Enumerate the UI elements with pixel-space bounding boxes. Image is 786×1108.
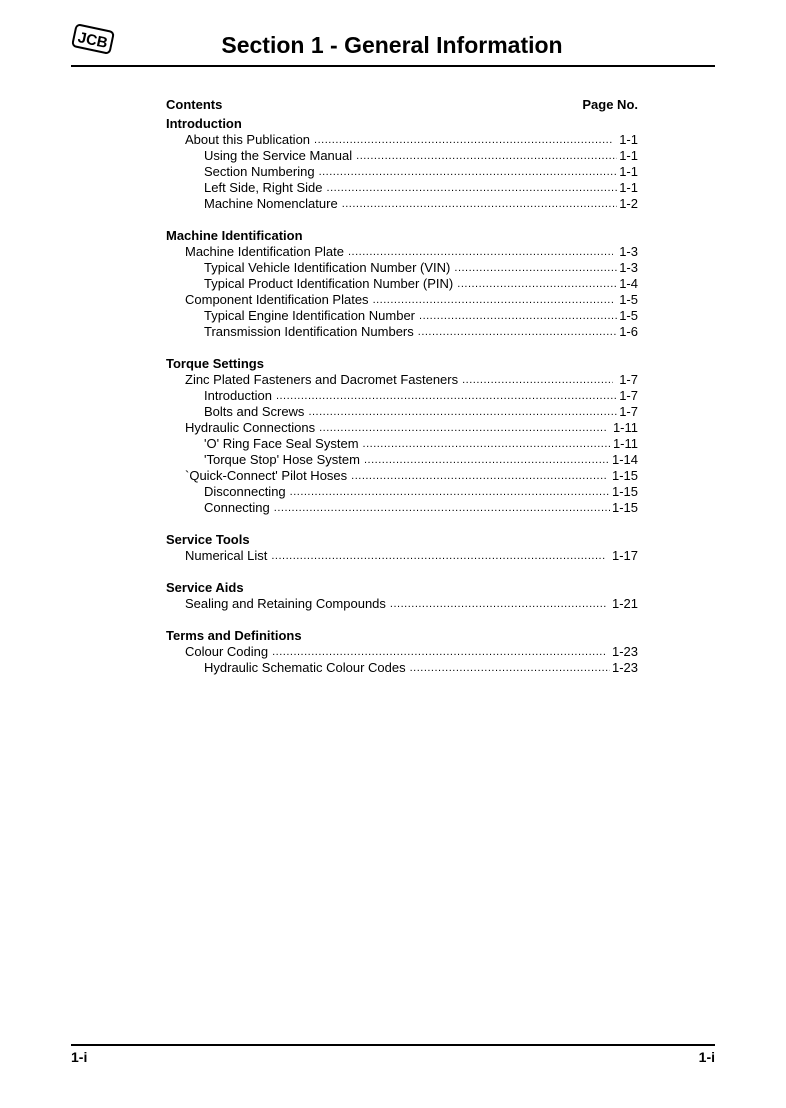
dot-leader (356, 148, 617, 164)
toc-entry[interactable] (166, 148, 638, 164)
dot-leader (314, 132, 613, 148)
toc-entry-label: Colour Coding (185, 644, 269, 659)
toc-section (166, 116, 638, 212)
toc-entry[interactable] (166, 324, 638, 340)
toc-entry-label: `Quick-Connect' Pilot Hoses (185, 468, 348, 483)
toc-entry-label: Disconnecting (204, 484, 286, 499)
toc-entry[interactable] (166, 452, 638, 468)
toc-entry[interactable] (166, 308, 638, 324)
toc-header (166, 97, 638, 113)
toc-entry-page: 1-7 (619, 372, 638, 387)
dot-leader (308, 404, 617, 420)
toc-entry-label: Typical Product Identification Number (PIN) (204, 276, 454, 291)
toc-section (166, 532, 638, 564)
toc-entry-page: 1-1 (619, 148, 638, 163)
toc-entry-page: 1-1 (619, 164, 638, 179)
page-title-text: Section 1 - General Information (221, 32, 563, 58)
toc-entry-page: 1-7 (619, 404, 638, 419)
toc-entry-page: 1-5 (619, 292, 638, 307)
toc-entry-label: Numerical List (185, 548, 268, 563)
toc-entry[interactable] (166, 372, 638, 388)
toc-entry[interactable] (166, 500, 638, 516)
toc-entry-label: Machine Nomenclature (204, 196, 338, 211)
toc-sections (166, 116, 638, 676)
toc-entry[interactable] (166, 596, 638, 612)
dot-leader (364, 452, 610, 468)
dot-leader (272, 644, 606, 660)
dot-leader (276, 388, 617, 404)
toc-entry-label: Typical Vehicle Identification Number (VIN) (204, 260, 451, 275)
toc-entry-page: 1-1 (619, 180, 638, 195)
toc-entry[interactable] (166, 132, 638, 148)
toc-entry-page: 1-3 (619, 260, 638, 275)
toc-entry-label: Left Side, Right Side (204, 180, 323, 195)
dot-leader (327, 180, 618, 196)
toc-entry[interactable] (166, 436, 638, 452)
toc-entry-page: 1-14 (611, 452, 638, 467)
toc-section-title[interactable]: Terms and Definitions (166, 628, 302, 643)
toc-entry-label: 'Torque Stop' Hose System (204, 452, 360, 467)
toc-entry[interactable] (166, 276, 638, 292)
header-rule (71, 65, 715, 67)
toc-entry[interactable] (166, 484, 638, 500)
toc-entry[interactable] (166, 260, 638, 276)
toc-section (166, 580, 638, 612)
toc-entry[interactable] (166, 244, 638, 260)
toc-entry-label: Component Identification Plates (185, 292, 369, 307)
folio-left: 1-i (71, 1049, 88, 1065)
toc-entry-page: 1-21 (611, 596, 638, 611)
toc-entry-page: 1-3 (619, 244, 638, 259)
toc-entry-label: Hydraulic Connections (185, 420, 316, 435)
dot-leader (373, 292, 614, 308)
toc-entry-label: Transmission Identification Numbers (204, 324, 414, 339)
dot-leader (419, 308, 617, 324)
toc-entry[interactable] (166, 420, 638, 436)
toc-entry-page: 1-15 (611, 468, 638, 483)
dot-leader (319, 164, 618, 180)
toc-section-title[interactable]: Torque Settings (166, 356, 264, 371)
table-of-contents (166, 97, 638, 692)
dot-leader (271, 548, 606, 564)
toc-entry-page: 1-15 (611, 500, 638, 515)
toc-entry-page: 1-6 (619, 324, 638, 339)
toc-entry[interactable] (166, 644, 638, 660)
page-no-label: Page No. (582, 97, 638, 112)
toc-entry[interactable] (166, 388, 638, 404)
toc-entry-page: 1-11 (612, 420, 638, 435)
toc-entry-page: 1-2 (619, 196, 638, 211)
dot-leader (348, 244, 613, 260)
dot-leader (457, 276, 617, 292)
toc-entry-page: 1-5 (619, 308, 638, 323)
toc-section-title[interactable]: Introduction (166, 116, 242, 131)
toc-entry-label: About this Publication (185, 132, 311, 147)
toc-entry-label: Sealing and Retaining Compounds (185, 596, 386, 611)
dot-leader (342, 196, 618, 212)
toc-entry[interactable] (166, 164, 638, 180)
page-title (0, 32, 786, 59)
toc-entry-page: 1-23 (611, 660, 638, 675)
toc-entry[interactable] (166, 292, 638, 308)
toc-entry-page: 1-4 (619, 276, 638, 291)
toc-entry-label: Hydraulic Schematic Colour Codes (204, 660, 406, 675)
dot-leader (418, 324, 617, 340)
toc-section (166, 628, 638, 676)
toc-entry-label: Connecting (204, 500, 270, 515)
toc-entry-label: Bolts and Screws (204, 404, 305, 419)
dot-leader (290, 484, 610, 500)
dot-leader (274, 500, 610, 516)
dot-leader (363, 436, 611, 452)
toc-entry-label: Section Numbering (204, 164, 315, 179)
toc-entry-label: 'O' Ring Face Seal System (204, 436, 359, 451)
toc-entry-label: Zinc Plated Fasteners and Dacromet Fasteners (185, 372, 459, 387)
dot-leader (390, 596, 606, 612)
dot-leader (319, 420, 607, 436)
toc-section (166, 228, 638, 340)
folio-right: 1-i (698, 1049, 715, 1065)
toc-section (166, 356, 638, 516)
toc-entry-page: 1-17 (611, 548, 638, 563)
footer-rule (71, 1044, 715, 1046)
contents-label: Contents (166, 97, 223, 112)
toc-entry[interactable] (166, 404, 638, 420)
toc-entry-page: 1-7 (619, 388, 638, 403)
toc-entry-label: Introduction (204, 388, 272, 403)
toc-entry[interactable] (166, 180, 638, 196)
toc-entry[interactable] (166, 468, 638, 484)
toc-section-title[interactable]: Machine Identification (166, 228, 303, 243)
toc-entry-page: 1-23 (611, 644, 638, 659)
dot-leader (410, 660, 610, 676)
dot-leader (462, 372, 613, 388)
toc-entry-label: Using the Service Manual (204, 148, 353, 163)
toc-entry-page: 1-1 (619, 132, 638, 147)
toc-entry-label: Machine Identification Plate (185, 244, 344, 259)
toc-entry[interactable] (166, 660, 638, 676)
logo-text: JCB (76, 29, 110, 52)
toc-entry-label: Typical Engine Identification Number (204, 308, 416, 323)
toc-section-title[interactable]: Service Aids (166, 580, 244, 595)
toc-entry-page: 1-11 (612, 436, 638, 451)
dot-leader (454, 260, 617, 276)
toc-entry-page: 1-15 (611, 484, 638, 499)
toc-entry[interactable] (166, 548, 638, 564)
toc-entry[interactable] (166, 196, 638, 212)
toc-section-title[interactable]: Service Tools (166, 532, 250, 547)
dot-leader (351, 468, 606, 484)
